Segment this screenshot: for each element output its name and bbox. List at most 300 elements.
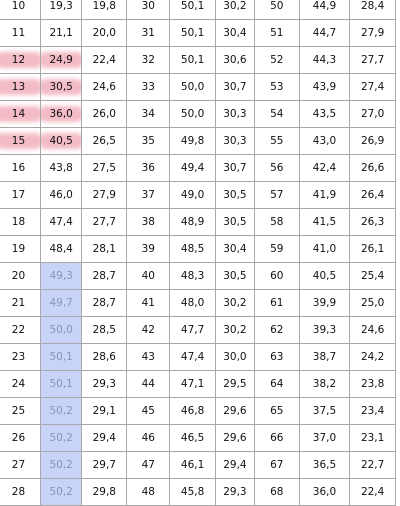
table-cell[interactable] — [170, 452, 216, 479]
table-cell[interactable] — [299, 344, 350, 371]
cell-value: 62 — [270, 324, 284, 336]
table-cell[interactable] — [127, 155, 170, 182]
cell-value: 67 — [270, 459, 284, 471]
cell-value: 41 — [141, 297, 155, 309]
table-cell[interactable] — [299, 398, 350, 425]
table-cell[interactable] — [254, 47, 299, 74]
table-cell[interactable] — [254, 20, 299, 47]
cell-value: 23 — [11, 351, 26, 363]
table-cell[interactable] — [127, 74, 170, 101]
table-cell[interactable] — [0, 128, 40, 155]
table-cell[interactable] — [254, 101, 299, 128]
table-cell[interactable] — [82, 209, 127, 236]
table-cell[interactable] — [82, 290, 127, 317]
cell-value: 48,9 — [180, 216, 205, 228]
table-cell[interactable] — [215, 263, 254, 290]
cell-value: 26,0 — [92, 108, 116, 120]
table-cell[interactable] — [0, 182, 40, 209]
table-cell[interactable] — [350, 290, 396, 317]
table-cell[interactable] — [40, 452, 81, 479]
table-cell[interactable] — [82, 344, 127, 371]
table-cell[interactable] — [170, 74, 216, 101]
cell-value: 24,9 — [49, 54, 73, 66]
table-cell[interactable] — [82, 128, 127, 155]
table-cell[interactable] — [170, 236, 216, 263]
table-cell[interactable] — [350, 209, 396, 236]
table-cell[interactable] — [127, 182, 170, 209]
table-cell[interactable] — [215, 0, 254, 20]
table-cell[interactable] — [350, 425, 396, 452]
table-cell[interactable] — [254, 425, 299, 452]
cell-value: 42,4 — [312, 162, 337, 174]
table-cell[interactable] — [350, 101, 396, 128]
cell-value: 30,4 — [223, 243, 247, 255]
table-cell[interactable] — [350, 74, 396, 101]
table-cell[interactable] — [170, 182, 216, 209]
table-cell[interactable] — [299, 74, 350, 101]
table-cell[interactable] — [350, 47, 396, 74]
cell-value: 48,4 — [49, 243, 73, 255]
cell-value: 41,9 — [312, 189, 337, 201]
table-cell[interactable] — [170, 425, 216, 452]
table-cell[interactable] — [350, 236, 396, 263]
table-cell[interactable] — [254, 74, 299, 101]
table-cell[interactable] — [215, 20, 254, 47]
table-cell[interactable] — [82, 317, 127, 344]
cell-value: 10 — [11, 0, 26, 12]
table-cell[interactable] — [40, 317, 81, 344]
table-cell[interactable] — [0, 20, 40, 47]
cell-value: 30 — [141, 0, 155, 12]
cell-value: 50,1 — [180, 0, 205, 12]
table-cell[interactable] — [254, 182, 299, 209]
cell-value: 49,0 — [180, 189, 205, 201]
cell-value: 40 — [141, 270, 155, 282]
cell-value: 28,5 — [92, 324, 116, 336]
table-cell[interactable] — [215, 398, 254, 425]
table-cell[interactable] — [82, 452, 127, 479]
cell-value: 56 — [270, 162, 284, 174]
table-cell[interactable] — [127, 290, 170, 317]
cell-value: 26,1 — [360, 243, 385, 255]
cell-value: 22,7 — [360, 459, 385, 471]
table-cell[interactable] — [82, 74, 127, 101]
cell-value: 37,5 — [312, 405, 337, 417]
table-cell[interactable] — [350, 479, 396, 506]
table-cell[interactable] — [170, 344, 216, 371]
table-cell[interactable] — [299, 263, 350, 290]
table-cell[interactable] — [40, 344, 81, 371]
cell-value: 57 — [270, 189, 284, 201]
table-cell[interactable] — [170, 398, 216, 425]
cell-value: 29,4 — [92, 432, 116, 444]
table-cell[interactable] — [299, 128, 350, 155]
table-row — [0, 128, 396, 155]
cell-value: 34 — [141, 108, 155, 120]
cell-value: 30,2 — [223, 297, 247, 309]
table-cell[interactable] — [350, 452, 396, 479]
cell-value: 44,3 — [312, 54, 337, 66]
cell-value: 47 — [141, 459, 155, 471]
table-cell[interactable] — [127, 128, 170, 155]
table-cell[interactable] — [40, 155, 81, 182]
table-cell[interactable] — [40, 290, 81, 317]
table-cell[interactable] — [350, 344, 396, 371]
cell-value: 13 — [11, 81, 26, 93]
table-cell[interactable] — [40, 47, 81, 74]
table-cell[interactable] — [127, 209, 170, 236]
table-cell[interactable] — [127, 452, 170, 479]
table-cell[interactable] — [170, 155, 216, 182]
table-cell[interactable] — [254, 236, 299, 263]
table-cell[interactable] — [40, 371, 81, 398]
cell-value: 66 — [270, 432, 284, 444]
cell-value: 27,7 — [92, 216, 116, 228]
table-cell[interactable] — [82, 47, 127, 74]
cell-value: 38 — [141, 216, 155, 228]
table-cell[interactable] — [127, 47, 170, 74]
table-cell[interactable] — [299, 290, 350, 317]
cell-value: 50,0 — [180, 81, 205, 93]
cell-value: 24,6 — [360, 324, 385, 336]
table-cell[interactable] — [0, 263, 40, 290]
table-cell[interactable] — [0, 47, 40, 74]
cell-value: 26,5 — [92, 135, 116, 147]
table-cell[interactable] — [215, 155, 254, 182]
cell-value: 29,1 — [92, 405, 116, 417]
cell-value: 40,5 — [312, 270, 337, 282]
cell-value: 46,8 — [180, 405, 205, 417]
table-cell[interactable] — [299, 0, 350, 20]
table-cell[interactable] — [170, 317, 216, 344]
table-cell[interactable] — [299, 182, 350, 209]
table-cell[interactable] — [254, 209, 299, 236]
table-cell[interactable] — [299, 317, 350, 344]
table-cell[interactable] — [254, 128, 299, 155]
cell-value: 30,4 — [223, 27, 247, 39]
table-cell[interactable] — [0, 344, 40, 371]
cell-value: 27,9 — [92, 189, 116, 201]
cell-value: 32 — [141, 54, 155, 66]
cell-value: 26,3 — [360, 216, 385, 228]
table-cell[interactable] — [350, 182, 396, 209]
cell-value: 41,0 — [312, 243, 337, 255]
cell-value: 21,1 — [49, 27, 73, 39]
cell-value: 26 — [11, 432, 26, 444]
cell-value: 50,1 — [180, 54, 205, 66]
cell-value: 44,7 — [312, 27, 337, 39]
table-cell[interactable] — [127, 236, 170, 263]
cell-value: 47,4 — [180, 351, 205, 363]
table-row — [0, 74, 396, 101]
cell-value: 43 — [141, 351, 155, 363]
cell-value: 30,0 — [223, 351, 247, 363]
table-cell[interactable] — [170, 20, 216, 47]
cell-value: 29,3 — [223, 486, 247, 498]
cell-value: 24,6 — [92, 81, 116, 93]
cell-value: 23,4 — [360, 405, 385, 417]
cell-value: 28,4 — [360, 0, 385, 12]
table-cell[interactable] — [40, 0, 81, 20]
table-cell[interactable] — [40, 128, 81, 155]
cell-value: 28,7 — [92, 297, 116, 309]
cell-value: 14 — [11, 108, 26, 120]
table-cell[interactable] — [0, 317, 40, 344]
table-cell[interactable] — [254, 479, 299, 506]
table-cell[interactable] — [82, 236, 127, 263]
cell-value: 50,2 — [49, 459, 73, 471]
table-cell[interactable] — [170, 101, 216, 128]
table-cell[interactable] — [170, 290, 216, 317]
table-cell[interactable] — [40, 101, 81, 128]
table-cell[interactable] — [215, 290, 254, 317]
cell-value: 43,0 — [312, 135, 337, 147]
table-cell[interactable] — [0, 479, 40, 506]
cell-value: 28,6 — [92, 351, 116, 363]
table-cell[interactable] — [254, 317, 299, 344]
cell-value: 30,5 — [223, 189, 247, 201]
cell-value: 27,0 — [360, 108, 385, 120]
cell-value: 37,0 — [312, 432, 337, 444]
cell-value: 46,1 — [180, 459, 205, 471]
table-cell[interactable] — [0, 209, 40, 236]
cell-value: 47,4 — [49, 216, 73, 228]
table-cell[interactable] — [350, 398, 396, 425]
cell-value: 36 — [141, 162, 155, 174]
table-cell[interactable] — [0, 236, 40, 263]
cell-value: 58 — [270, 216, 284, 228]
table-cell[interactable] — [170, 0, 216, 20]
table-cell[interactable] — [254, 0, 299, 20]
cell-value: 45,8 — [180, 486, 205, 498]
table-cell[interactable] — [127, 0, 170, 20]
table-cell[interactable] — [40, 20, 81, 47]
table-cell[interactable] — [215, 452, 254, 479]
table-cell[interactable] — [299, 209, 350, 236]
cell-value: 37 — [141, 189, 155, 201]
table-cell[interactable] — [170, 263, 216, 290]
cell-value: 30,3 — [223, 135, 247, 147]
table-cell[interactable] — [82, 263, 127, 290]
cell-value: 24 — [11, 378, 26, 390]
table-cell[interactable] — [40, 236, 81, 263]
table-cell[interactable] — [350, 155, 396, 182]
table-cell[interactable] — [299, 47, 350, 74]
table-cell[interactable] — [40, 398, 81, 425]
cell-value: 23,8 — [360, 378, 385, 390]
table-cell[interactable] — [350, 128, 396, 155]
cell-value: 27,9 — [360, 27, 385, 39]
table-cell[interactable] — [254, 344, 299, 371]
cell-value: 24,2 — [360, 351, 385, 363]
table-cell[interactable] — [254, 398, 299, 425]
table-cell[interactable] — [254, 290, 299, 317]
cell-value: 49,8 — [180, 135, 205, 147]
table-cell[interactable] — [40, 209, 81, 236]
cell-value: 50,1 — [49, 351, 73, 363]
table-cell[interactable] — [0, 371, 40, 398]
table-cell[interactable] — [127, 317, 170, 344]
cell-value: 23,1 — [360, 432, 385, 444]
table-cell[interactable] — [82, 155, 127, 182]
cell-value: 30,2 — [223, 0, 247, 12]
table-cell[interactable] — [82, 101, 127, 128]
cell-value: 50,1 — [180, 27, 205, 39]
cell-value: 48 — [141, 486, 155, 498]
cell-value: 50,0 — [49, 324, 73, 336]
table-cell[interactable] — [254, 371, 299, 398]
table-cell[interactable] — [350, 20, 396, 47]
cell-value: 26,6 — [360, 162, 385, 174]
table-cell[interactable] — [215, 425, 254, 452]
cell-value: 27,7 — [360, 54, 385, 66]
cell-value: 46 — [141, 432, 155, 444]
table-cell[interactable] — [82, 398, 127, 425]
table-cell[interactable] — [170, 371, 216, 398]
table-cell[interactable] — [299, 101, 350, 128]
table-cell[interactable] — [82, 479, 127, 506]
table-cell[interactable] — [215, 47, 254, 74]
table-cell[interactable] — [82, 182, 127, 209]
cell-value: 43,5 — [312, 108, 337, 120]
table-cell[interactable] — [40, 74, 81, 101]
cell-value: 30,3 — [223, 108, 247, 120]
table-cell[interactable] — [40, 479, 81, 506]
cell-value: 50,2 — [49, 486, 73, 498]
table-cell[interactable] — [127, 20, 170, 47]
table-row — [0, 398, 396, 425]
table-cell[interactable] — [350, 371, 396, 398]
cell-value: 30,7 — [223, 162, 247, 174]
table-cell[interactable] — [215, 74, 254, 101]
table-cell[interactable] — [170, 47, 216, 74]
cell-value: 35 — [141, 135, 155, 147]
cell-value: 61 — [270, 297, 284, 309]
cell-value: 44 — [141, 378, 155, 390]
table-cell[interactable] — [215, 317, 254, 344]
table-cell[interactable] — [40, 263, 81, 290]
table-cell[interactable] — [127, 263, 170, 290]
table-cell[interactable] — [0, 398, 40, 425]
cell-value: 29,3 — [92, 378, 116, 390]
table-cell[interactable] — [215, 236, 254, 263]
cell-value: 19,3 — [49, 0, 73, 12]
table-cell[interactable] — [254, 452, 299, 479]
cell-value: 29,7 — [92, 459, 116, 471]
cell-value: 22,4 — [92, 54, 116, 66]
table-cell[interactable] — [350, 317, 396, 344]
cell-value: 30,5 — [223, 216, 247, 228]
cell-value: 48,3 — [180, 270, 205, 282]
cell-value: 49,7 — [49, 297, 73, 309]
table-cell[interactable] — [82, 425, 127, 452]
table-cell[interactable] — [299, 236, 350, 263]
table-cell[interactable] — [215, 371, 254, 398]
table-cell[interactable] — [299, 20, 350, 47]
cell-value: 54 — [270, 108, 284, 120]
cell-value: 51 — [270, 27, 284, 39]
table-cell[interactable] — [127, 371, 170, 398]
table-cell[interactable] — [82, 0, 127, 20]
table-cell[interactable] — [0, 290, 40, 317]
cell-value: 39,9 — [312, 297, 337, 309]
table-cell[interactable] — [350, 263, 396, 290]
cell-value: 36,5 — [312, 459, 337, 471]
table-cell[interactable] — [299, 479, 350, 506]
cell-value: 29,6 — [223, 432, 247, 444]
cell-value: 15 — [11, 135, 26, 147]
table-cell[interactable] — [0, 74, 40, 101]
table-cell[interactable] — [215, 479, 254, 506]
table-cell[interactable] — [350, 0, 396, 20]
table-row — [0, 155, 396, 182]
cell-value: 26,9 — [360, 135, 385, 147]
table-cell[interactable] — [299, 425, 350, 452]
table-row — [0, 20, 396, 47]
table-cell[interactable] — [254, 155, 299, 182]
table-cell[interactable] — [215, 101, 254, 128]
cell-value: 50,0 — [180, 108, 205, 120]
table-cell[interactable] — [127, 425, 170, 452]
table-cell[interactable] — [299, 452, 350, 479]
table-row — [0, 0, 396, 20]
table-cell[interactable] — [127, 479, 170, 506]
table-cell[interactable] — [82, 20, 127, 47]
cell-value: 68 — [270, 486, 284, 498]
cell-value: 20,0 — [92, 27, 116, 39]
table-cell[interactable] — [127, 101, 170, 128]
cell-value: 65 — [270, 405, 284, 417]
table-cell[interactable] — [127, 398, 170, 425]
cell-value: 25,0 — [360, 297, 385, 309]
table-row — [0, 425, 396, 452]
cell-value: 36,0 — [312, 486, 337, 498]
cell-value: 27 — [11, 459, 26, 471]
cell-value: 29,6 — [223, 405, 247, 417]
table-cell[interactable] — [0, 452, 40, 479]
table-cell[interactable] — [40, 425, 81, 452]
cell-value: 25 — [11, 405, 26, 417]
table-cell[interactable] — [254, 263, 299, 290]
table-cell[interactable] — [0, 101, 40, 128]
table-cell[interactable] — [170, 479, 216, 506]
table-row — [0, 236, 396, 263]
cell-value: 42 — [141, 324, 155, 336]
table-row — [0, 182, 396, 209]
table-cell[interactable] — [82, 371, 127, 398]
cell-value: 49,4 — [180, 162, 205, 174]
table-cell[interactable] — [40, 182, 81, 209]
cell-value: 17 — [11, 189, 26, 201]
table-cell[interactable] — [215, 128, 254, 155]
table-cell[interactable] — [299, 371, 350, 398]
cell-value: 64 — [270, 378, 284, 390]
cell-value: 30,7 — [223, 81, 247, 93]
cell-value: 48,0 — [180, 297, 205, 309]
table-cell[interactable] — [0, 155, 40, 182]
table-cell[interactable] — [215, 344, 254, 371]
table-row — [0, 290, 396, 317]
table-cell[interactable] — [170, 209, 216, 236]
table-cell[interactable] — [170, 128, 216, 155]
table-cell[interactable] — [0, 0, 40, 20]
table-cell[interactable] — [127, 344, 170, 371]
table-cell[interactable] — [0, 425, 40, 452]
table-cell[interactable] — [215, 182, 254, 209]
table-cell[interactable] — [215, 209, 254, 236]
table-cell[interactable] — [299, 155, 350, 182]
cell-value: 29,8 — [92, 486, 116, 498]
